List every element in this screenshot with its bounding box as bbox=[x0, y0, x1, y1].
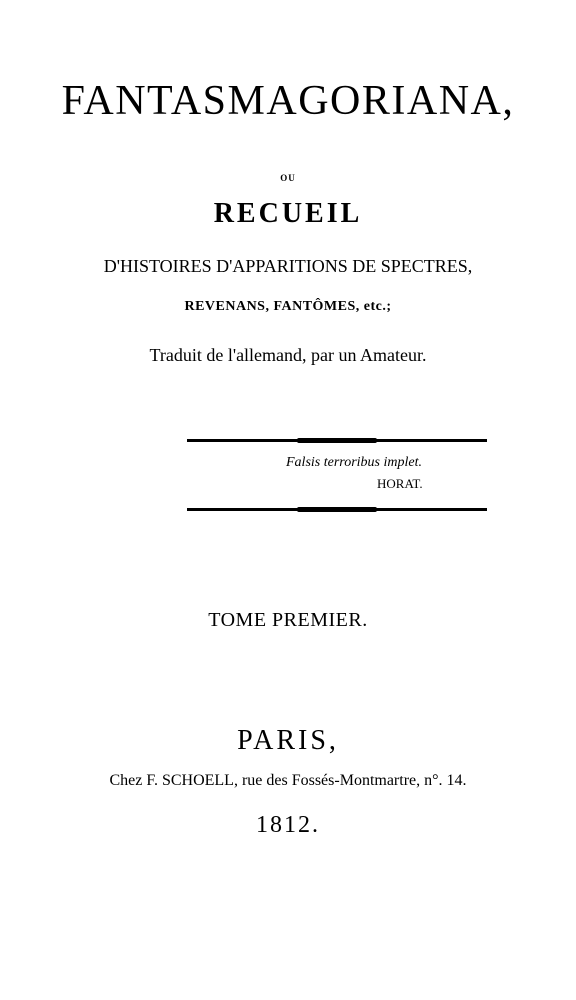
epigraph-author: HORAT. bbox=[377, 476, 423, 491]
imprint-publisher: Chez F. SCHOELL, rue des Fossés-Montmartre, n°. 14. bbox=[109, 772, 467, 789]
top-rule-divider bbox=[187, 439, 487, 442]
title-connector: ou bbox=[280, 169, 296, 184]
subtitle-detail: D'HISTOIRES D'APPARITIONS DE SPECTRES, bbox=[103, 256, 473, 276]
subtitle-detail-2: REVENANS, FANTÔMES, etc.; bbox=[184, 299, 392, 314]
epigraph-quote: Falsis terroribus implet. bbox=[286, 455, 422, 470]
bottom-rule-divider bbox=[187, 508, 487, 511]
imprint-year: 1812. bbox=[256, 812, 320, 838]
imprint-city: PARIS, bbox=[237, 725, 339, 756]
book-subtitle: RECUEIL bbox=[213, 198, 363, 229]
book-title: FANTASMAGORIANA, bbox=[61, 78, 515, 124]
volume-label: TOME PREMIER. bbox=[208, 609, 368, 631]
translator-line: Traduit de l'allemand, par un Amateur. bbox=[149, 345, 427, 365]
